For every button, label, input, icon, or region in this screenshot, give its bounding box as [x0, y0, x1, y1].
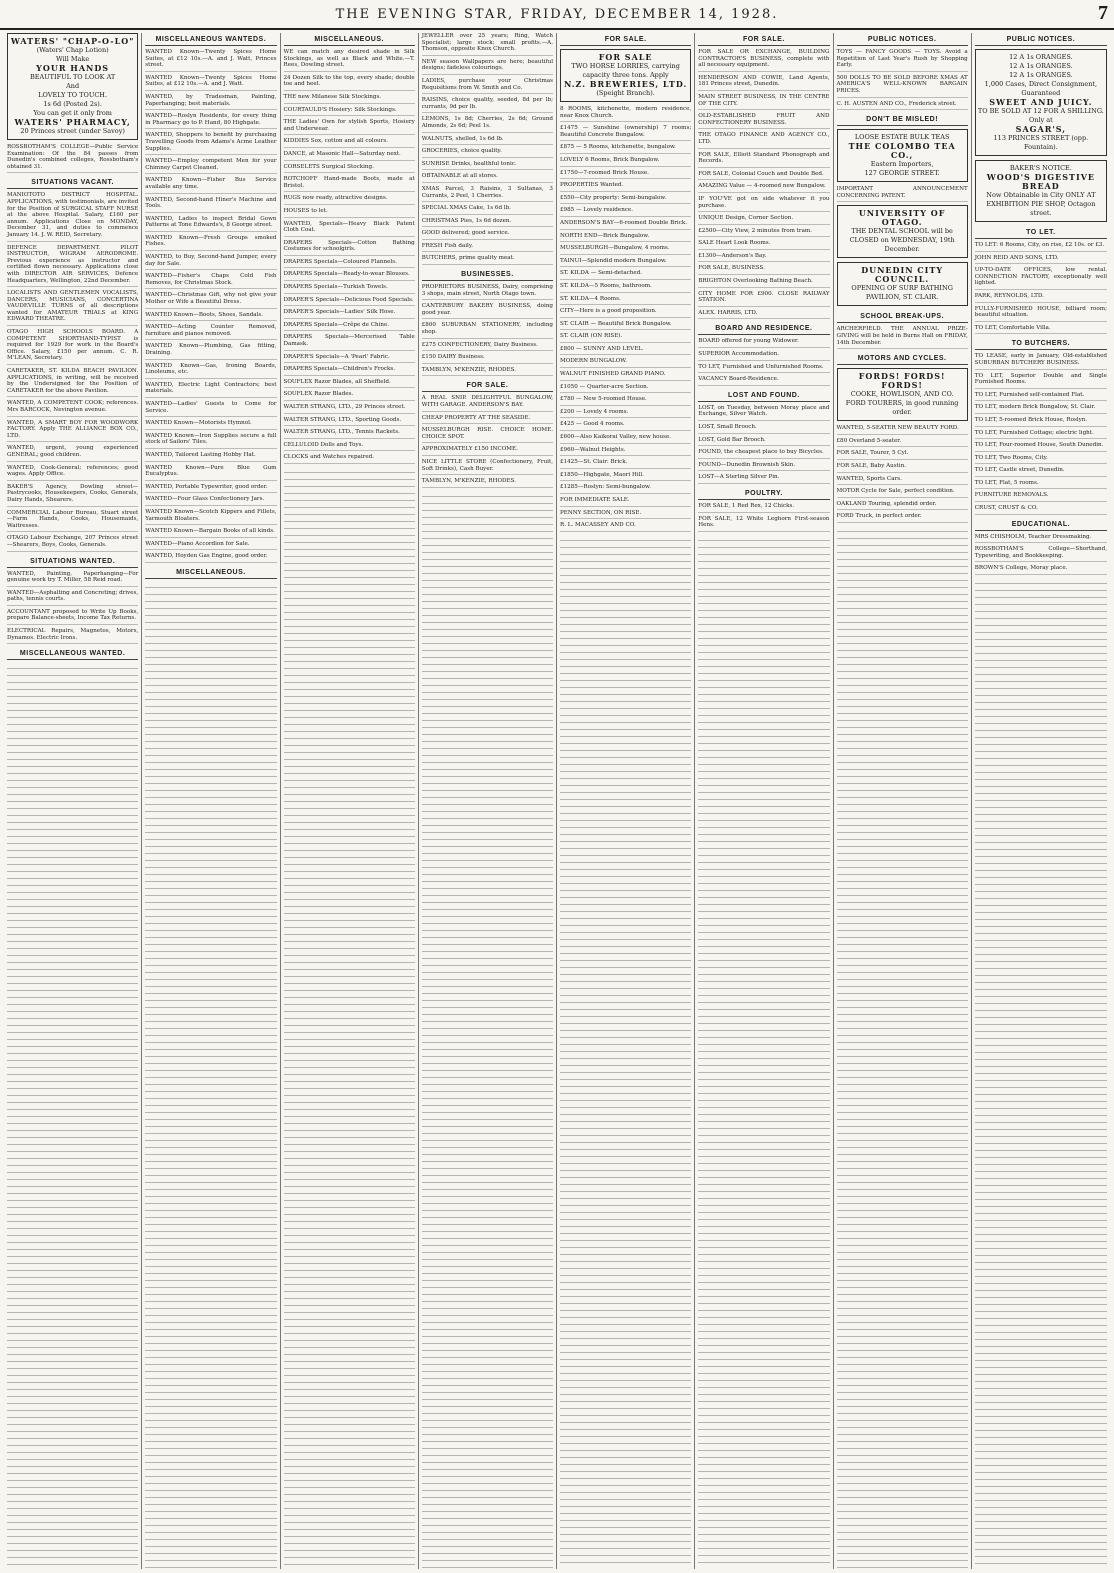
classified-ad: FOUND—Dunedin Brownish Skin.: [698, 462, 829, 472]
classified-ad: WANTED—Piano Accordion for Sale.: [145, 541, 276, 551]
classified-ad: TO LET, 5-roomed Brick House, Roslyn.: [975, 417, 1107, 427]
classified-ad: CITY—Here is a good proposition.: [560, 308, 691, 318]
classified-ad: CHEAP PROPERTY AT THE SEASIDE.: [422, 415, 553, 425]
classified-ad: XMAS Parcel, 3 Raisins, 3 Sultanas, 3 Currants, 2 Peel, 1 Cherries.: [422, 186, 553, 202]
classified-ad: CHRISTMAS Pies, 1s 6d dozen.: [422, 218, 553, 228]
classified-ad: WANTED, Sports Cars.: [837, 476, 968, 486]
ad-line: Eastern Importers,: [870, 160, 934, 169]
small-print-filler: [284, 467, 415, 1569]
section-heading: PUBLIC NOTICES.: [975, 33, 1107, 46]
classified-ad: CARETAKER, ST. KILDA BEACH PAVILION. APPLICATIONS, in writing, will be received by the Undersigned for the Position of CARETAKER for the above Pavilion.: [7, 368, 138, 397]
section-heading: BUSINESSES.: [422, 268, 553, 281]
masthead: [0, 0, 1114, 30]
classified-ad: R. L. MACASSEY AND CO.: [560, 522, 691, 532]
classified-ad: WANTED—Roslyn Residents, for every thing in Pharmacy go to P. Hand, 80 Highgate.: [145, 113, 276, 129]
classified-ad: WANTED, to Buy, Second-hand Jumper, every day for Sale.: [145, 254, 276, 270]
classified-ad: TO LET, Comfortable Villa.: [975, 325, 1107, 335]
ad-line: 1,000 Cases, Direct Consignment, Guaranteed: [984, 80, 1098, 97]
classified-ad: DRAPERS Specials—Ready-to-wear Blouses.: [284, 271, 415, 281]
classified-ad: FRESH Fish daily.: [422, 243, 553, 253]
ad-line: SAGAR'S,: [1015, 124, 1067, 134]
classified-ad: DRAPERS Specials—Children's Frocks.: [284, 366, 415, 376]
sagars-oranges-ad: [975, 49, 1107, 156]
classified-ad: JEWELLER over 25 years; Ring, Watch Specialist; large stock; small profits.—A. Thomson, opposite Knox Church.: [422, 33, 553, 56]
classified-ad: CRUST, CRUST & CO.: [975, 505, 1107, 515]
classified-ad: TO LET, Furnished and Unfurnished Rooms.: [698, 364, 829, 374]
classified-ad: £800 — SUNNY AND LEVEL.: [560, 346, 691, 356]
classified-ad: WANTED, A SMART BOY FOR WOODWORK FACTORY. Apply THE ALLIANCE BOX CO., LTD.: [7, 420, 138, 443]
classified-ad: UNIQUE Design, Corner Section.: [698, 215, 829, 225]
classified-ad: WALTER STRANG, LTD., 29 Princes street.: [284, 404, 415, 414]
classified-ad: WANTED Known—Motorists Hymnol.: [145, 420, 276, 430]
classified-ad: £1475 — Sunshine (ownership) 7 rooms; Beautiful Concrete Bungalow.: [560, 125, 691, 141]
waters-pharmacy-ad: [7, 33, 138, 140]
classified-ad: THE Ladies' Own for stylish Sports, Hosiery and Underwear.: [284, 119, 415, 135]
classified-ad: LOCALISTS AND GENTLEMEN VOCALISTS, DANCERS, MUSICIANS, CONCERTINA VAUDEVILLE TURNS of all descriptions wanted for AMATEUR TRIALS at KING EDWARD THEATRE.: [7, 290, 138, 326]
classified-ad: OBTAINABLE at all stores.: [422, 173, 553, 183]
section-heading: TO BUTCHERS.: [975, 337, 1107, 350]
small-print-filler: [975, 578, 1107, 1569]
classified-ad: WANTED—Employ competent Men for your Chimney Carpet Cleaned.: [145, 158, 276, 174]
classified-ad: DEFENCE DEPARTMENT. PILOT INSTRUCTOR, WIGRAM AERODROME. Previous experience as instructor and certified flown necessary. Applications close with DIRECTOR AIR SERVICES, Defence Headquarters, Wellington, 22nd December.: [7, 245, 138, 288]
column-3: [281, 33, 419, 1569]
classified-ad: FOR SALE, Elliott Standard Phonograph and Records.: [698, 152, 829, 168]
classified-ad: WANTED, 5-SEATER NEW BEAUTY FORD.: [837, 425, 968, 435]
classified-ad: MOTOR Cycle for Sale, perfect condition.: [837, 488, 968, 498]
classified-ad: £80 Overland 5-seater.: [837, 438, 968, 448]
classified-ad: SOUFLEX Razor Blades.: [284, 391, 415, 401]
fords-ad: [837, 368, 968, 421]
classified-ad: FOR SALE, BUSINESS.: [698, 265, 829, 275]
classified-ad: £1050 — Quarter-acre Section.: [560, 384, 691, 394]
ad-line: COOKE, HOWLISON, AND CO.: [850, 390, 954, 399]
classified-ad: WANTED, Cook-General; references; good wages. Apply Office.: [7, 465, 138, 481]
woods-bread-ad: [975, 160, 1107, 222]
classified-ad: WALTER STRANG, LTD., Tennis Rackets.: [284, 429, 415, 439]
classified-ad: LEMONS, 1s 8d; Cherries, 2s 6d; Ground Almonds, 2s 6d; Peel 1s.: [422, 116, 553, 132]
classified-ad: GROCERIES, choice quality.: [422, 148, 553, 158]
ad-line: FOR SALE: [598, 52, 653, 62]
small-print-filler: [837, 526, 968, 1569]
ad-line: SWEET AND JUICY.: [989, 97, 1093, 107]
classified-ad: TO LEASE, early in January, Old-established SUBURBAN BUTCHERY BUSINESS.: [975, 353, 1107, 369]
classified-ad: WANTED Known—Pure Blue Gum Eucalyptus.: [145, 465, 276, 481]
classified-ad: WANTED Known—Fisher Bus Service available any time.: [145, 177, 276, 193]
classified-ad: TAINUI—Splendid modern Bungalow.: [560, 258, 691, 268]
classified-ad: FORD Truck, in perfect order.: [837, 513, 968, 523]
classified-ad: MANIOTOTO DISTRICT HOSPITAL. APPLICATIONS, with testimonials, are invited for the Position of SURGICAL STAFF NURSE at the above Hospital. Salary, £160 per annum. Applications Close on MONDAY, December 31, and duties to commence January 14. J. W. REID, Secretary.: [7, 192, 138, 241]
ad-line: OPENING OF SURF BATHING PAVILION, ST. CLAIR.: [851, 284, 953, 302]
classified-ad: TO LET, Two Rooms, City.: [975, 455, 1107, 465]
ad-line: 127 GEORGE STREET.: [864, 169, 940, 178]
classified-ad: £425 — Good 4 rooms.: [560, 421, 691, 431]
classified-ad: MUSSELBURGH RISE. CHOICE HOME. CHOICE SPOT.: [422, 427, 553, 443]
classified-ad: FOR IMMEDIATE SALE.: [560, 497, 691, 507]
column-1: [4, 33, 142, 1569]
section-heading: SCHOOL BREAK-UPS.: [837, 310, 968, 323]
classified-ad: £275 CONFECTIONERY, Dairy Business.: [422, 342, 553, 352]
classified-ad: DRAPERS Specials—Coloured Flannels.: [284, 259, 415, 269]
section-heading: SITUATIONS WANTED.: [7, 555, 138, 568]
section-heading: FOR SALE.: [698, 33, 829, 46]
classified-ad: AMAZING Value — 4-roomed new Bungalow.: [698, 183, 829, 193]
classified-ad: BRIGHTON Overlooking Bathing Beach.: [698, 278, 829, 288]
classified-ad: WANTED Known—Twenty Spices Home Suites, at £12 10s.—A. and J. Watt.: [145, 75, 276, 91]
classified-ad: LOST, Small Brooch.: [698, 424, 829, 434]
classified-ad: WANTED—Christmas Gift, why not give your Mother or Wife a Beautiful Dress.: [145, 292, 276, 308]
classified-ad: SPECIAL XMAS Cake, 1s 6d lb.: [422, 205, 553, 215]
classified-ad: WANTED, Painting, Paperhanging—For genuine work try T. Miller, 58 Reid road.: [7, 571, 138, 587]
classified-ad: 8 ROOMS, kitchenette, modern residence, near Knox Church.: [560, 106, 691, 122]
classified-ad: WALNUTS, shelled, 1s 6d lb.: [422, 136, 553, 146]
classified-ad: CELLULOID Dolls and Toys.: [284, 442, 415, 452]
ad-line: UNIVERSITY OF OTAGO.: [858, 208, 946, 228]
classified-ad: WE can match any desired shade in Silk Stockings, as well as Black and White.—T. Rees, Dowling street.: [284, 49, 415, 72]
council-notice: [837, 262, 968, 306]
classified-ad: £600—Also Kaikorai Valley, new house.: [560, 434, 691, 444]
classified-ad: ROTCHOFF Hand-made Boots, made at Bristol.: [284, 176, 415, 192]
ad-line: TO BE SOLD AT 12 FOR A SHILLING.: [977, 107, 1104, 115]
classified-ad: £1850—Highgate, Maori Hill.: [560, 472, 691, 482]
classified-ad: GOOD delivered; good service.: [422, 230, 553, 240]
section-heading: BOARD AND RESIDENCE.: [698, 322, 829, 335]
classified-ad: £550—City property: Semi-bungalow.: [560, 195, 691, 205]
classified-ad: WANTED Known—Scotch Kippers and Fillets, Yarmouth Bloaters.: [145, 509, 276, 525]
classified-ad: £800 SUBURBAN STATIONERY, including shop.: [422, 322, 553, 338]
classified-ad: WANTED, Ladies to inspect Bridal Gown Patterns at Tone Edwards's, 8 George street.: [145, 216, 276, 232]
classified-ad: BROWN'S College, Moray place.: [975, 565, 1107, 575]
classified-ad: £1285—Roslyn: Semi-bungalow.: [560, 484, 691, 494]
classified-ad: TAMBLYN, M'KENZIE, RHODES.: [422, 478, 553, 488]
column-2: [142, 33, 280, 1569]
classified-ad: ST. KILDA—4 Rooms.: [560, 296, 691, 306]
classified-ad: CITY HOME FOR £900. CLOSE RAILWAY STATION.: [698, 291, 829, 307]
ad-line: Will Make: [56, 55, 90, 63]
classified-ad: A REAL SNIP. DELIGHTFUL BUNGALOW, WITH GARAGE. ANDERSON'S BAY.: [422, 395, 553, 411]
ad-line: 20 Princes street (under Savoy): [20, 127, 125, 135]
section-heading: MISCELLANEOUS.: [145, 566, 276, 579]
classified-ad: SUPERIOR Accommodation.: [698, 351, 829, 361]
newspaper-columns: [4, 33, 1110, 1569]
classified-ad: ELECTRICAL Repairs, Magnetos, Motors, Dynamos. Electric Irons.: [7, 628, 138, 644]
classified-ad: MRS CHISHOLM, Teacher Dressmaking.: [975, 534, 1107, 544]
small-print-filler: [145, 582, 276, 1569]
classified-ad: THE new Milanese Silk Stockings.: [284, 94, 415, 104]
classified-ad: WANTED, Electric Light Contractors; best materials.: [145, 382, 276, 398]
ad-line: THE COLOMBO TEA CO.,: [848, 141, 956, 161]
classified-ad: PROPRIETORS BUSINESS, Dairy, comprising 3 shops, main street, North Otago town.: [422, 284, 553, 300]
classified-ad: NEW season Wallpapers are here; beautiful designs; fadeless colourings.: [422, 59, 553, 75]
classified-ad: COMMERCIAL Labour Bureau, Stuart street—Farm Hands, Cooks, Housemaids, Waitresses.: [7, 510, 138, 533]
classified-ad: BAKER'S Agency, Dowling street—Pastrycooks, Housekeepers, Cooks, Generals, Dairy Hands, Shearers.: [7, 484, 138, 507]
classified-ad: WANTED, by Tradesman, Painting, Paperhanging; best materials.: [145, 94, 276, 110]
ad-line: WOOD'S DIGESTIVE BREAD: [986, 172, 1095, 191]
classified-ad: DRAPERS Specials—Turkish Towels.: [284, 284, 415, 294]
classified-ad: WANTED, Specials—Heavy Black Patent Cloth Coat.: [284, 221, 415, 237]
classified-ad: FOR SALE OR EXCHANGE, BUILDING CONTRACTOR'S BUSINESS, complete with all necessary equipment.: [698, 49, 829, 72]
breweries-ad: [560, 49, 691, 102]
section-heading: SITUATIONS VACANT.: [7, 176, 138, 189]
classified-ad: TO LET, Castle street, Dunedin.: [975, 467, 1107, 477]
classified-ad: PENNY SECTION, ON RISE.: [560, 510, 691, 520]
column-7: [834, 33, 972, 1569]
classified-ad: C. H. AUSTEN AND CO., Frederick street.: [837, 101, 968, 111]
small-print-filler: [422, 491, 553, 1569]
ad-line: 12 A 1s ORANGES.: [1009, 53, 1073, 61]
ad-line: BAKER'S NOTICE.: [1009, 164, 1072, 172]
classified-ad: ST. KILDA—5 Rooms, bathroom.: [560, 283, 691, 293]
ad-line: You can get it only from: [33, 109, 112, 117]
classified-ad: DRAPER'S Specials—Delicious Food Specials.: [284, 297, 415, 307]
classified-ad: DRAPERS Specials—Mercerised Table Damask.: [284, 334, 415, 350]
classified-ad: £960—Walnut Heights.: [560, 447, 691, 457]
classified-ad: TO LET, Superior Double and Single Furnished Rooms.: [975, 373, 1107, 389]
classified-ad: DANCE, at Masonic Hall—Saturday next.: [284, 151, 415, 161]
classified-ad: UP-TO-DATE OFFICES, low rental. CONNECTION FACTORY, exceptionally well lighted.: [975, 267, 1107, 290]
classified-ad: OTAGO Labour Exchange, 207 Princes street—Shearers, Boys, Cooks, Generals.: [7, 535, 138, 551]
classified-ad: FOR SALE, 1 Red Rex, 12 Chicks.: [698, 503, 829, 513]
section-heading: FOR SALE.: [560, 33, 691, 46]
small-print-filler: [560, 535, 691, 1569]
ad-line: LOOSE ESTATE BULK TEAS: [854, 133, 950, 142]
classified-ad: £1750—7-roomed Brick House.: [560, 170, 691, 180]
section-heading: MISCELLANEOUS WANTED.: [7, 647, 138, 660]
classified-ad: £1425—St. Clair: Brick.: [560, 459, 691, 469]
section-heading: TO LET.: [975, 226, 1107, 239]
ad-line: LOVELY TO TOUCH.: [38, 91, 108, 99]
classified-ad: PARK, REYNOLDS, LTD.: [975, 293, 1107, 303]
classified-ad: VACANCY Board-Residence.: [698, 376, 829, 386]
classified-ad: IMPORTANT ANNOUNCEMENT CONCERNING PATENT.: [837, 186, 968, 202]
classified-ad: £1300—Anderson's Bay.: [698, 253, 829, 263]
ad-line: THE DENTAL SCHOOL will be CLOSED on WEDNESDAY, 19th December.: [849, 227, 955, 254]
classified-ad: JOHN REID AND SONS, LTD.: [975, 255, 1107, 265]
ad-line: 1s 6d (Posted 2s).: [43, 100, 102, 108]
classified-ad: DRAPERS Specials—Cotton Bathing Costumes for schoolgirls.: [284, 240, 415, 256]
classified-ad: FOR SALE, Tourer, 5 Cyl.: [837, 450, 968, 460]
ad-line: Now Obtainable in City ONLY AT EXHIBITION PIE SHOP, Octagon street.: [986, 191, 1096, 217]
classified-ad: WALTER STRANG, LTD., Sporting Goods.: [284, 417, 415, 427]
classified-ad: TO LET, Four-roomed House, South Dunedin.: [975, 442, 1107, 452]
classified-ad: CORSELETS Surgical Stocking.: [284, 164, 415, 174]
classified-ad: WANTED Known—Iron Supplies secure a full stock of Sailors' Tiles.: [145, 433, 276, 449]
classified-ad: ST. KILDA — Semi-detached.: [560, 270, 691, 280]
classified-ad: WANTED Known—Twenty Spices Home Suites, at £12 10s.—A. and J. Watt, Princes street.: [145, 49, 276, 72]
ad-line: 12 A 1s ORANGES.: [1009, 71, 1073, 79]
classified-ad: £150 DAIRY Business.: [422, 354, 553, 364]
column-8: [972, 33, 1110, 1569]
classified-ad: ST. CLAIR — Beautiful Brick Bungalow.: [560, 321, 691, 331]
classified-ad: WANTED, Second-hand Hiner's Machine and Tools.: [145, 197, 276, 213]
classified-ad: MAIN STREET BUSINESS, IN THE CENTRE OF THE CITY.: [698, 94, 829, 110]
ad-line: WATERS' "CHAP-O-LO": [10, 36, 135, 46]
ad-line: 113 PRINCES STREET (opp. Fountain).: [993, 134, 1089, 151]
classified-ad: £985 — Lovely residence.: [560, 207, 691, 217]
ad-line: (Waters' Chap Lotion): [36, 46, 109, 54]
classified-ad: £875 — 5 Rooms, kitchenette, bungalow.: [560, 144, 691, 154]
classified-ad: OAKLAND Touring, splendid order.: [837, 501, 968, 511]
classified-ad: FULLY-FURNISHED HOUSE, billiard room; beautiful situation.: [975, 306, 1107, 322]
section-heading: MISCELLANEOUS.: [284, 33, 415, 46]
classified-ad: LADIES, purchase your Christmas Requisitions from W. Smith and Co.: [422, 78, 553, 94]
classified-ad: FURNITURE REMOVALS.: [975, 492, 1107, 502]
classified-ad: OTAGO HIGH SCHOOLS BOARD. A COMPETENT SHORTHAND-TYPIST is required for 1929 for work in the Board's Office. Salary, £150 per annum. C. R. M'LEAN, Secretary.: [7, 329, 138, 365]
classified-ad: TAMBLYN, M'KENZIE, RHODES.: [422, 367, 553, 377]
classified-ad: WANTED, Hoyden Gas Engine, good order.: [145, 553, 276, 563]
ad-line: N.Z. BREWERIES, LTD.: [563, 79, 688, 89]
classified-ad: TO LET, Flat, 5 rooms.: [975, 480, 1107, 490]
classified-ad: WANTED Known—Bargain Books of all kinds.: [145, 528, 276, 538]
classified-ad: DRAPERS Specials—Crêpe de Chine.: [284, 322, 415, 332]
classified-ad: NORTH END—Brick Bungalow.: [560, 233, 691, 243]
section-heading: DON'T BE MISLED!: [837, 113, 968, 126]
classified-ad: OLD-ESTABLISHED FRUIT AND CONFECTIONERY BUSINESS.: [698, 113, 829, 129]
ad-line: 12 A 1s ORANGES.: [1009, 62, 1073, 70]
classified-ad: TO LET: 6 Rooms, City, on rise, £2 10s. or £3.: [975, 242, 1107, 252]
classified-ad: WANTED, Shoppers to benefit by purchasing Travelling Goods from Adams's Acme Leather Supplies.: [145, 132, 276, 155]
classified-ad: LOST, on Tuesday, between Moray place and Exchange, Silver Watch.: [698, 405, 829, 421]
classified-ad: WANTED—Acting Counter Removed, furniture and pianos removed.: [145, 324, 276, 340]
classified-ad: MUSSELBURGH—Bungalow, 4 rooms.: [560, 245, 691, 255]
ad-line: BEAUTIFUL TO LOOK AT: [29, 73, 116, 81]
small-print-filler: [698, 535, 829, 1569]
classified-ad: ROSSBOTHAM'S College—Shorthand, Typewriting, and Bookkeeping.: [975, 546, 1107, 562]
classified-ad: SUNRISE Drinks, healthful tonic.: [422, 161, 553, 171]
classified-ad: RAISINS, choice quality, seeded, 8d per lb; currants, 9d per lb.: [422, 97, 553, 113]
section-heading: MOTORS AND CYCLES.: [837, 352, 968, 365]
classified-ad: WANTED—Asphalting and Concreting; drives, paths, tennis courts.: [7, 590, 138, 606]
classified-ad: RUGS now ready, attractive designs.: [284, 195, 415, 205]
classified-ad: CLOCKS and Watches repaired.: [284, 454, 415, 464]
classified-ad: TO LET, Furnished self-contained Flat.: [975, 392, 1107, 402]
classified-ad: FOR SALE, 12 White Leghorn First-season Hens.: [698, 516, 829, 532]
classified-ad: WANTED Known—Plumbing, Gas fitting, Draining.: [145, 343, 276, 359]
classified-ad: DRAPER'S Specials—Ladies' Silk Hose.: [284, 309, 415, 319]
classified-ad: KIDDIES Sox, cotton and all colours.: [284, 138, 415, 148]
classified-ad: TO LET, Furnished Cottage; electric light.: [975, 430, 1107, 440]
classified-ad: WANTED, A COMPETENT COOK; references. Mrs BARCOCK, Nevington avenue.: [7, 400, 138, 416]
column-4: [419, 33, 557, 1569]
newspaper-title: THE EVENING STAR, FRIDAY, DECEMBER 14, 1928.: [335, 7, 779, 22]
classified-ad: WANTED—Ladies' Guests to Come for Service.: [145, 401, 276, 417]
classified-ad: HENDERSON AND COWIE, Land Agents, 181 Princes street, Dunedin.: [698, 75, 829, 91]
classified-ad: ST. CLAIR (ON RISE).: [560, 333, 691, 343]
classified-ad: TOYS — FANCY GOODS — TOYS. Avoid a Repetition of Last Year's Rush by Shopping Early.: [837, 49, 968, 72]
classified-ad: WANTED Known—Fresh Groups smoked Fishes.: [145, 235, 276, 251]
classified-ad: £200 — Lovely 4 rooms.: [560, 409, 691, 419]
page-number: 7: [1098, 2, 1108, 24]
ad-line: TWO HORSE LORRIES, carrying capacity three tons. Apply: [571, 62, 680, 79]
classified-ad: ROSSBOTHAM'S COLLEGE—Public Service Examination: Of the 84 passes from Dunedin's combined colleges, Rossbotham's obtained 31.: [7, 144, 138, 173]
classified-ad: TO LET, modern Brick Bungalow, St. Clair.: [975, 404, 1107, 414]
classified-ad: LOST, Gold Bar Brooch.: [698, 437, 829, 447]
ad-line: FORD TOURERS, in good running order.: [845, 399, 959, 417]
small-print-filler: [7, 663, 138, 1569]
classified-ad: HOUSES to let.: [284, 208, 415, 218]
classified-ad: SOUFLEX Razor Blades, all Sheffield.: [284, 379, 415, 389]
ad-line: FORDS! FORDS! FORDS!: [858, 371, 946, 391]
classified-ad: FOR SALE, Colonial Couch and Double Bed.: [698, 171, 829, 181]
classified-ad: DRAPER'S Specials—A 'Pearl' Fabric.: [284, 354, 415, 364]
classified-ad: WANTED Known—Gas, Ironing Boards, Linoleums, etc.: [145, 363, 276, 379]
classified-ad: CANTERBURY BAKERY BUSINESS, doing good year.: [422, 303, 553, 319]
classified-ad: SALE Heart Look Rooms.: [698, 240, 829, 250]
classified-ad: £2500—City View, 2 minutes from tram.: [698, 228, 829, 238]
column-5: [557, 33, 695, 1569]
classified-ad: WANTED, Tailored Lasting Hobby Hat.: [145, 452, 276, 462]
university-notice: [837, 205, 968, 258]
ad-line: WATERS' PHARMACY,: [14, 117, 131, 127]
classified-ad: 24 Dozen Silk to the top, every shade; double toe and heel.: [284, 75, 415, 91]
classified-ad: FOR SALE, Baby Austin.: [837, 463, 968, 473]
section-heading: FOR SALE.: [422, 379, 553, 392]
classified-ad: ARCHERFIELD. THE ANNUAL PRIZE-GIVING will be held in Burns Hall on FRIDAY, 14th December.: [837, 326, 968, 349]
colombo-tea-ad: [837, 129, 968, 182]
section-heading: LOST AND FOUND.: [698, 389, 829, 402]
classified-ad: ACCOUNTANT proposed to Write Up Books, prepare Balance-sheets, Income Tax Returns.: [7, 609, 138, 625]
classified-ad: WANTED—Four Glass Confectionery Jars.: [145, 496, 276, 506]
classified-ad: MODERN BUNGALOW.: [560, 358, 691, 368]
classified-ad: COURTAULD'S Hosiery: Silk Stockings.: [284, 107, 415, 117]
ad-line: YOUR HANDS: [36, 63, 110, 73]
classified-ad: ANDERSON'S BAY—6-roomed Double Brick.: [560, 220, 691, 230]
classified-ad: WALNUT FINISHED GRAND PIANO.: [560, 371, 691, 381]
classified-ad: THE OTAGO FINANCE AND AGENCY CO., LTD.: [698, 132, 829, 148]
classified-ad: LOVELY 6 Rooms, Brick Bungalow.: [560, 157, 691, 167]
classified-ad: APPROXIMATELY £150 INCOME.: [422, 446, 553, 456]
classified-ad: WANTED Known—Boots, Shoes, Sandals.: [145, 312, 276, 322]
classified-ad: WANTED, Portable Typewriter, good order.: [145, 484, 276, 494]
classified-ad: £780 — New 5-roomed House.: [560, 396, 691, 406]
classified-ad: BOARD offered for young Widower.: [698, 338, 829, 348]
section-heading: MISCELLANEOUS WANTEDS.: [145, 33, 276, 46]
classified-ad: NICE LITTLE STORE (Confectionery, Fruit, Soft Drinks), Cash Buyer.: [422, 459, 553, 475]
ad-line: And: [66, 82, 80, 90]
classified-ad: LOST—A Sterling Silver Pin.: [698, 474, 829, 484]
classified-ad: 500 DOLLS TO BE SOLD BEFORE XMAS AT AMERICA'S WELL-KNOWN BARGAIN PRICES.: [837, 75, 968, 98]
ad-line: DUNEDIN CITY COUNCIL.: [861, 265, 944, 285]
classified-ad: IF YOU'VE got on side whatever it you purchase.: [698, 196, 829, 212]
classified-ad: WANTED—Fisher's Chaps Cold Fish Removes, for Christmas Stock.: [145, 273, 276, 289]
classified-ad: BUTCHERS, prime quality meat.: [422, 255, 553, 265]
classified-ad: FOUND, the cheapest place to buy Bicycles.: [698, 449, 829, 459]
classified-ad: WANTED, urgent, young experienced GENERAL; good children.: [7, 445, 138, 461]
ad-line: Only at: [1028, 116, 1053, 124]
column-6: [695, 33, 833, 1569]
classified-ad: ALEX. HARRIS, LTD.: [698, 310, 829, 320]
section-heading: POULTRY.: [698, 487, 829, 500]
classified-ad: PROPERTIES Wanted.: [560, 182, 691, 192]
section-heading: PUBLIC NOTICES.: [837, 33, 968, 46]
section-heading: EDUCATIONAL.: [975, 518, 1107, 531]
ad-line: (Speight Branch).: [596, 89, 655, 97]
